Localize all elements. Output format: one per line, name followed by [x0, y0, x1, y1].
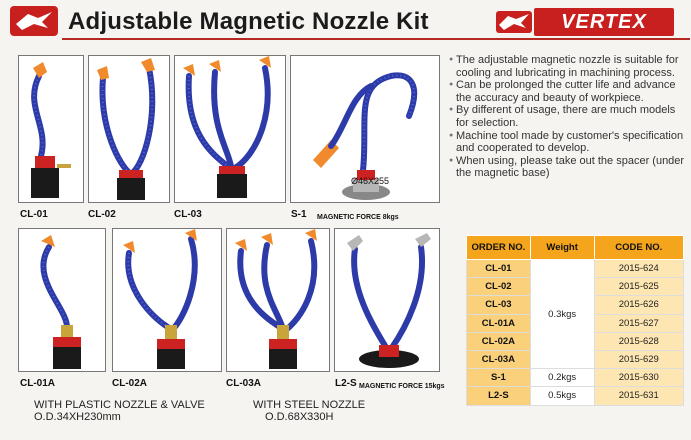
caption-s1-force: MAGNETIC FORCE 8kgs [317, 214, 399, 221]
brand-name: VERTEX [534, 8, 674, 36]
table-header-row [467, 236, 684, 260]
code-no: 2015-625 [594, 278, 683, 296]
order-no: CL-03A [467, 350, 531, 368]
header-order-no: ORDER NO. [467, 236, 531, 260]
plastic-note-line2: O.D.34XH230mm [34, 411, 121, 423]
weight-cell: 0.2kgs [530, 369, 594, 387]
table-row [467, 369, 684, 387]
code-no: 2015-631 [594, 387, 683, 405]
page-title: Adjustable Magnetic Nozzle Kit [68, 8, 429, 35]
weight-cell: 0.5kgs [530, 387, 594, 405]
header-code-no: CODE NO. [594, 236, 683, 260]
caption-cl-03a: CL-03A [226, 378, 262, 389]
photo-cl-03a [226, 228, 330, 372]
code-no: 2015-624 [594, 260, 683, 278]
header-weight: Weight [530, 236, 594, 260]
code-no: 2015-629 [594, 350, 683, 368]
caption-cl-02a: CL-02A [112, 378, 148, 389]
plastic-note-line1: WITH PLASTIC NOZZLE & VALVE [34, 399, 205, 411]
steel-note-line2: O.D.68X330H [265, 411, 334, 423]
photo-l2-s [334, 228, 440, 372]
code-no: 2015-628 [594, 332, 683, 350]
brand-eagle-icon [496, 11, 532, 33]
header [6, 4, 684, 40]
code-no: 2015-627 [594, 314, 683, 332]
caption-cl-03: CL-03 [174, 209, 202, 220]
description-item: ● When using, please take out the spacer (under the magnetic base) [449, 155, 685, 180]
caption-s-1: S-1 [291, 209, 307, 220]
caption-cl-01a: CL-01A [20, 378, 56, 389]
order-table [466, 235, 684, 406]
photo-cl-01a [18, 228, 106, 372]
photo-cl-01 [18, 55, 84, 203]
caption-cl-02: CL-02 [88, 209, 116, 220]
photo-s-1 [290, 55, 440, 203]
order-no: CL-03 [467, 296, 531, 314]
photo-cl-02 [88, 55, 170, 203]
order-no: S-1 [467, 369, 531, 387]
table-row [467, 387, 684, 405]
title-divider [62, 38, 690, 40]
photo-cl-03 [174, 55, 286, 203]
description-item: ● Machine tool made by customer's specification and cooperated to develop. [449, 130, 685, 155]
photo-cl-02a [112, 228, 222, 372]
caption-l2s-force: MAGNETIC FORCE 15kgs [359, 383, 445, 390]
order-no: CL-01A [467, 314, 531, 332]
description-list [449, 54, 685, 180]
caption-l2-s: L2-S [335, 378, 357, 389]
steel-note-line1: WITH STEEL NOZZLE [253, 399, 366, 411]
s1-dimension: Ø46X255 [351, 176, 390, 186]
steel-nozzle-note [253, 399, 365, 423]
brand-logo [496, 8, 676, 36]
code-no: 2015-630 [594, 369, 683, 387]
description-item: ● The adjustable magnetic nozzle is suitable for cooling and lubricating in machining process. [449, 54, 685, 79]
table-row [467, 260, 684, 278]
order-no: CL-02 [467, 278, 531, 296]
order-no: L2-S [467, 387, 531, 405]
order-no: CL-01 [467, 260, 531, 278]
description-item: ● By different of usage, there are much models for selection. [449, 104, 685, 129]
description-item: ● Can be prolonged the cutter life and advance the accuracy and beauty of workpiece. [449, 79, 685, 104]
order-no: CL-02A [467, 332, 531, 350]
plastic-nozzle-note [34, 399, 205, 423]
code-no: 2015-626 [594, 296, 683, 314]
weight-cell: 0.3kgs [530, 260, 594, 369]
eagle-logo-icon [10, 6, 58, 36]
caption-cl-01: CL-01 [20, 209, 48, 220]
